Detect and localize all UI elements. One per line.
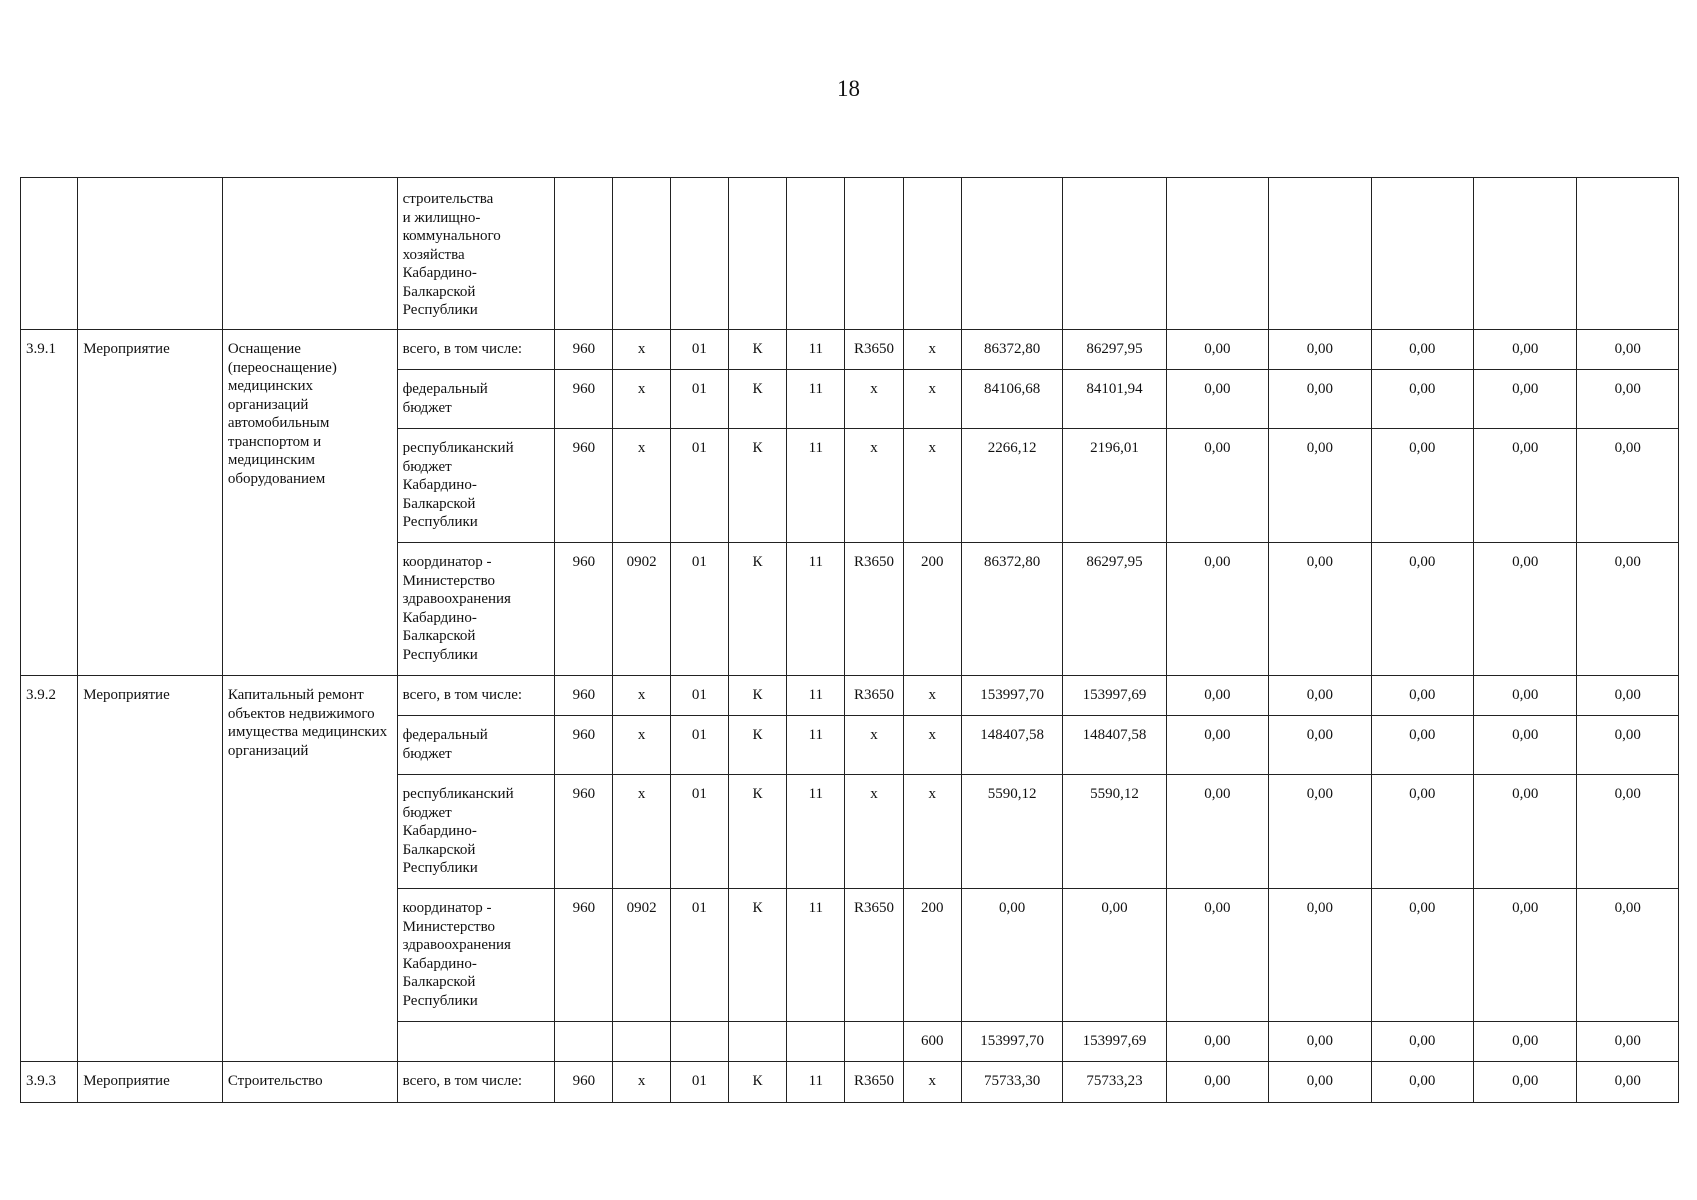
code-dir: R3650 xyxy=(845,543,903,676)
code-om: 11 xyxy=(787,889,845,1022)
funding-source: координатор - Министерство здравоохранения Кабардино- Балкарской Республики xyxy=(397,889,555,1022)
code-rz: х xyxy=(613,676,670,716)
amount-v3: 0,00 xyxy=(1166,775,1268,889)
code-gp: 01 xyxy=(670,775,728,889)
source-cell: строительства и жилищно- коммунального хозяйства Кабардино- Балкарской Республики xyxy=(397,178,555,330)
amount-v6: 0,00 xyxy=(1473,716,1576,775)
table-row xyxy=(21,1062,1679,1103)
amount-v5: 0,00 xyxy=(1371,543,1473,676)
code-dir: х xyxy=(845,370,903,429)
code-om: 11 xyxy=(787,330,845,370)
amount-v6: 0,00 xyxy=(1473,429,1576,543)
code-grbs: 960 xyxy=(555,676,613,716)
amount-v3: 0,00 xyxy=(1166,370,1268,429)
code-gp: 01 xyxy=(670,716,728,775)
amount-v4: 0,00 xyxy=(1269,889,1371,1022)
row-number-cell xyxy=(21,178,78,330)
amount-v5: 0,00 xyxy=(1371,676,1473,716)
code-gp xyxy=(670,1022,728,1062)
table-row xyxy=(21,676,1679,716)
amount-v6: 0,00 xyxy=(1473,1062,1576,1103)
amount-v3: 0,00 xyxy=(1166,330,1268,370)
code-vr: 200 xyxy=(903,543,961,676)
code-gp: 01 xyxy=(670,676,728,716)
code-grbs: 960 xyxy=(555,775,613,889)
amount-v7: 0,00 xyxy=(1577,889,1679,1022)
code-grbs: 960 xyxy=(555,716,613,775)
code-rz xyxy=(613,1022,670,1062)
amount-v7: 0,00 xyxy=(1577,1022,1679,1062)
amount-v4: 0,00 xyxy=(1269,716,1371,775)
code-rz: 0902 xyxy=(613,889,670,1022)
amount-v6: 0,00 xyxy=(1473,775,1576,889)
code-vr: 200 xyxy=(903,889,961,1022)
amount-v2: 153997,69 xyxy=(1063,676,1166,716)
code-rz: х xyxy=(613,775,670,889)
amount-v5: 0,00 xyxy=(1371,716,1473,775)
name-cell xyxy=(222,178,397,330)
amount-v1: 2266,12 xyxy=(961,429,1062,543)
code-grbs: 960 xyxy=(555,370,613,429)
code-grbs: 960 xyxy=(555,429,613,543)
amount-v4: 0,00 xyxy=(1269,543,1371,676)
table-row xyxy=(21,178,1679,330)
amount-v1: 0,00 xyxy=(961,889,1062,1022)
empty-cell xyxy=(1063,178,1166,330)
code-om: 11 xyxy=(787,543,845,676)
empty-cell xyxy=(1577,178,1679,330)
code-rz: х xyxy=(613,429,670,543)
measure-type: Мероприятие xyxy=(78,330,223,676)
amount-v2: 2196,01 xyxy=(1063,429,1166,543)
funding-source: республиканский бюджет Кабардино- Балкарской Республики xyxy=(397,775,555,889)
code-grbs: 960 xyxy=(555,330,613,370)
amount-v3: 0,00 xyxy=(1166,1022,1268,1062)
page-number: 18 xyxy=(837,76,860,101)
amount-v4: 0,00 xyxy=(1269,370,1371,429)
amount-v3: 0,00 xyxy=(1166,1062,1268,1103)
code-om: 11 xyxy=(787,775,845,889)
amount-v4: 0,00 xyxy=(1269,1022,1371,1062)
amount-v7: 0,00 xyxy=(1577,543,1679,676)
code-vr: х xyxy=(903,775,961,889)
measure-name: Строительство xyxy=(222,1062,397,1103)
budget-table xyxy=(20,177,1679,1103)
amount-v2: 84101,94 xyxy=(1063,370,1166,429)
amount-v1: 148407,58 xyxy=(961,716,1062,775)
code-grbs xyxy=(555,1022,613,1062)
amount-v5: 0,00 xyxy=(1371,370,1473,429)
code-vr: х xyxy=(903,370,961,429)
amount-v3: 0,00 xyxy=(1166,676,1268,716)
code-grbs: 960 xyxy=(555,1062,613,1103)
table-body xyxy=(21,178,1679,1103)
empty-cell xyxy=(903,178,961,330)
code-dir: R3650 xyxy=(845,1062,903,1103)
code-gp: 01 xyxy=(670,429,728,543)
amount-v6: 0,00 xyxy=(1473,543,1576,676)
code-vr: х xyxy=(903,1062,961,1103)
empty-cell xyxy=(961,178,1062,330)
empty-cell xyxy=(845,178,903,330)
code-gp: 01 xyxy=(670,543,728,676)
amount-v3: 0,00 xyxy=(1166,889,1268,1022)
measure-number: 3.9.1 xyxy=(21,330,78,676)
empty-cell xyxy=(1473,178,1576,330)
amount-v7: 0,00 xyxy=(1577,370,1679,429)
code-rz: х xyxy=(613,330,670,370)
amount-v6: 0,00 xyxy=(1473,889,1576,1022)
amount-v2: 86297,95 xyxy=(1063,543,1166,676)
code-pgp: К xyxy=(728,676,786,716)
amount-v6: 0,00 xyxy=(1473,676,1576,716)
code-pgp: К xyxy=(728,889,786,1022)
amount-v6: 0,00 xyxy=(1473,1022,1576,1062)
amount-v1: 86372,80 xyxy=(961,543,1062,676)
amount-v2: 148407,58 xyxy=(1063,716,1166,775)
amount-v2: 5590,12 xyxy=(1063,775,1166,889)
amount-v7: 0,00 xyxy=(1577,1062,1679,1103)
measure-number: 3.9.2 xyxy=(21,676,78,1062)
code-dir: х xyxy=(845,429,903,543)
code-vr: х xyxy=(903,716,961,775)
code-om xyxy=(787,1022,845,1062)
code-vr: х xyxy=(903,429,961,543)
code-gp: 01 xyxy=(670,889,728,1022)
empty-cell xyxy=(1166,178,1268,330)
code-om: 11 xyxy=(787,429,845,543)
code-dir: х xyxy=(845,775,903,889)
amount-v6: 0,00 xyxy=(1473,330,1576,370)
code-om: 11 xyxy=(787,370,845,429)
amount-v4: 0,00 xyxy=(1269,330,1371,370)
funding-source: республиканский бюджет Кабардино- Балкарской Республики xyxy=(397,429,555,543)
amount-v5: 0,00 xyxy=(1371,775,1473,889)
code-pgp: К xyxy=(728,716,786,775)
amount-v7: 0,00 xyxy=(1577,775,1679,889)
type-cell xyxy=(78,178,223,330)
funding-source: всего, в том числе: xyxy=(397,1062,555,1103)
amount-v2: 86297,95 xyxy=(1063,330,1166,370)
code-om: 11 xyxy=(787,676,845,716)
amount-v1: 75733,30 xyxy=(961,1062,1062,1103)
amount-v3: 0,00 xyxy=(1166,543,1268,676)
code-vr: х xyxy=(903,676,961,716)
amount-v2: 75733,23 xyxy=(1063,1062,1166,1103)
amount-v1: 153997,70 xyxy=(961,676,1062,716)
amount-v5: 0,00 xyxy=(1371,429,1473,543)
amount-v7: 0,00 xyxy=(1577,716,1679,775)
funding-source xyxy=(397,1022,555,1062)
code-gp: 01 xyxy=(670,330,728,370)
empty-cell xyxy=(670,178,728,330)
code-dir xyxy=(845,1022,903,1062)
measure-name: Капитальный ремонт объектов недвижимого имущества медицинских организаций xyxy=(222,676,397,1062)
measure-number: 3.9.3 xyxy=(21,1062,78,1103)
code-rz: х xyxy=(613,1062,670,1103)
funding-source: федеральный бюджет xyxy=(397,370,555,429)
amount-v1: 84106,68 xyxy=(961,370,1062,429)
funding-source: всего, в том числе: xyxy=(397,676,555,716)
code-vr: х xyxy=(903,330,961,370)
code-pgp: К xyxy=(728,1062,786,1103)
amount-v4: 0,00 xyxy=(1269,1062,1371,1103)
empty-cell xyxy=(1371,178,1473,330)
funding-source: федеральный бюджет xyxy=(397,716,555,775)
funding-source: всего, в том числе: xyxy=(397,330,555,370)
code-dir: R3650 xyxy=(845,676,903,716)
measure-type: Мероприятие xyxy=(78,1062,223,1103)
code-pgp: К xyxy=(728,429,786,543)
amount-v5: 0,00 xyxy=(1371,889,1473,1022)
code-grbs: 960 xyxy=(555,889,613,1022)
amount-v7: 0,00 xyxy=(1577,429,1679,543)
measure-name: Оснащение (переоснащение) медицинских организаций автомобильным транспортом и медицинским оборудованием xyxy=(222,330,397,676)
amount-v7: 0,00 xyxy=(1577,676,1679,716)
amount-v5: 0,00 xyxy=(1371,1062,1473,1103)
amount-v1: 5590,12 xyxy=(961,775,1062,889)
empty-cell xyxy=(787,178,845,330)
code-pgp: К xyxy=(728,370,786,429)
code-pgp: К xyxy=(728,543,786,676)
code-pgp xyxy=(728,1022,786,1062)
amount-v3: 0,00 xyxy=(1166,716,1268,775)
code-rz: х xyxy=(613,716,670,775)
code-dir: х xyxy=(845,716,903,775)
empty-cell xyxy=(728,178,786,330)
amount-v6: 0,00 xyxy=(1473,370,1576,429)
amount-v4: 0,00 xyxy=(1269,775,1371,889)
amount-v4: 0,00 xyxy=(1269,429,1371,543)
code-pgp: К xyxy=(728,330,786,370)
measure-type: Мероприятие xyxy=(78,676,223,1062)
code-om: 11 xyxy=(787,716,845,775)
empty-cell xyxy=(613,178,670,330)
amount-v5: 0,00 xyxy=(1371,1022,1473,1062)
code-gp: 01 xyxy=(670,1062,728,1103)
amount-v2: 0,00 xyxy=(1063,889,1166,1022)
amount-v1: 153997,70 xyxy=(961,1022,1062,1062)
code-rz: х xyxy=(613,370,670,429)
code-om: 11 xyxy=(787,1062,845,1103)
amount-v2: 153997,69 xyxy=(1063,1022,1166,1062)
code-dir: R3650 xyxy=(845,889,903,1022)
code-grbs: 960 xyxy=(555,543,613,676)
code-vr: 600 xyxy=(903,1022,961,1062)
code-dir: R3650 xyxy=(845,330,903,370)
code-rz: 0902 xyxy=(613,543,670,676)
empty-cell xyxy=(1269,178,1371,330)
amount-v5: 0,00 xyxy=(1371,330,1473,370)
funding-source: координатор - Министерство здравоохранения Кабардино- Балкарской Республики xyxy=(397,543,555,676)
amount-v3: 0,00 xyxy=(1166,429,1268,543)
amount-v7: 0,00 xyxy=(1577,330,1679,370)
table-row xyxy=(21,330,1679,370)
amount-v4: 0,00 xyxy=(1269,676,1371,716)
empty-cell xyxy=(555,178,613,330)
code-gp: 01 xyxy=(670,370,728,429)
amount-v1: 86372,80 xyxy=(961,330,1062,370)
code-pgp: К xyxy=(728,775,786,889)
